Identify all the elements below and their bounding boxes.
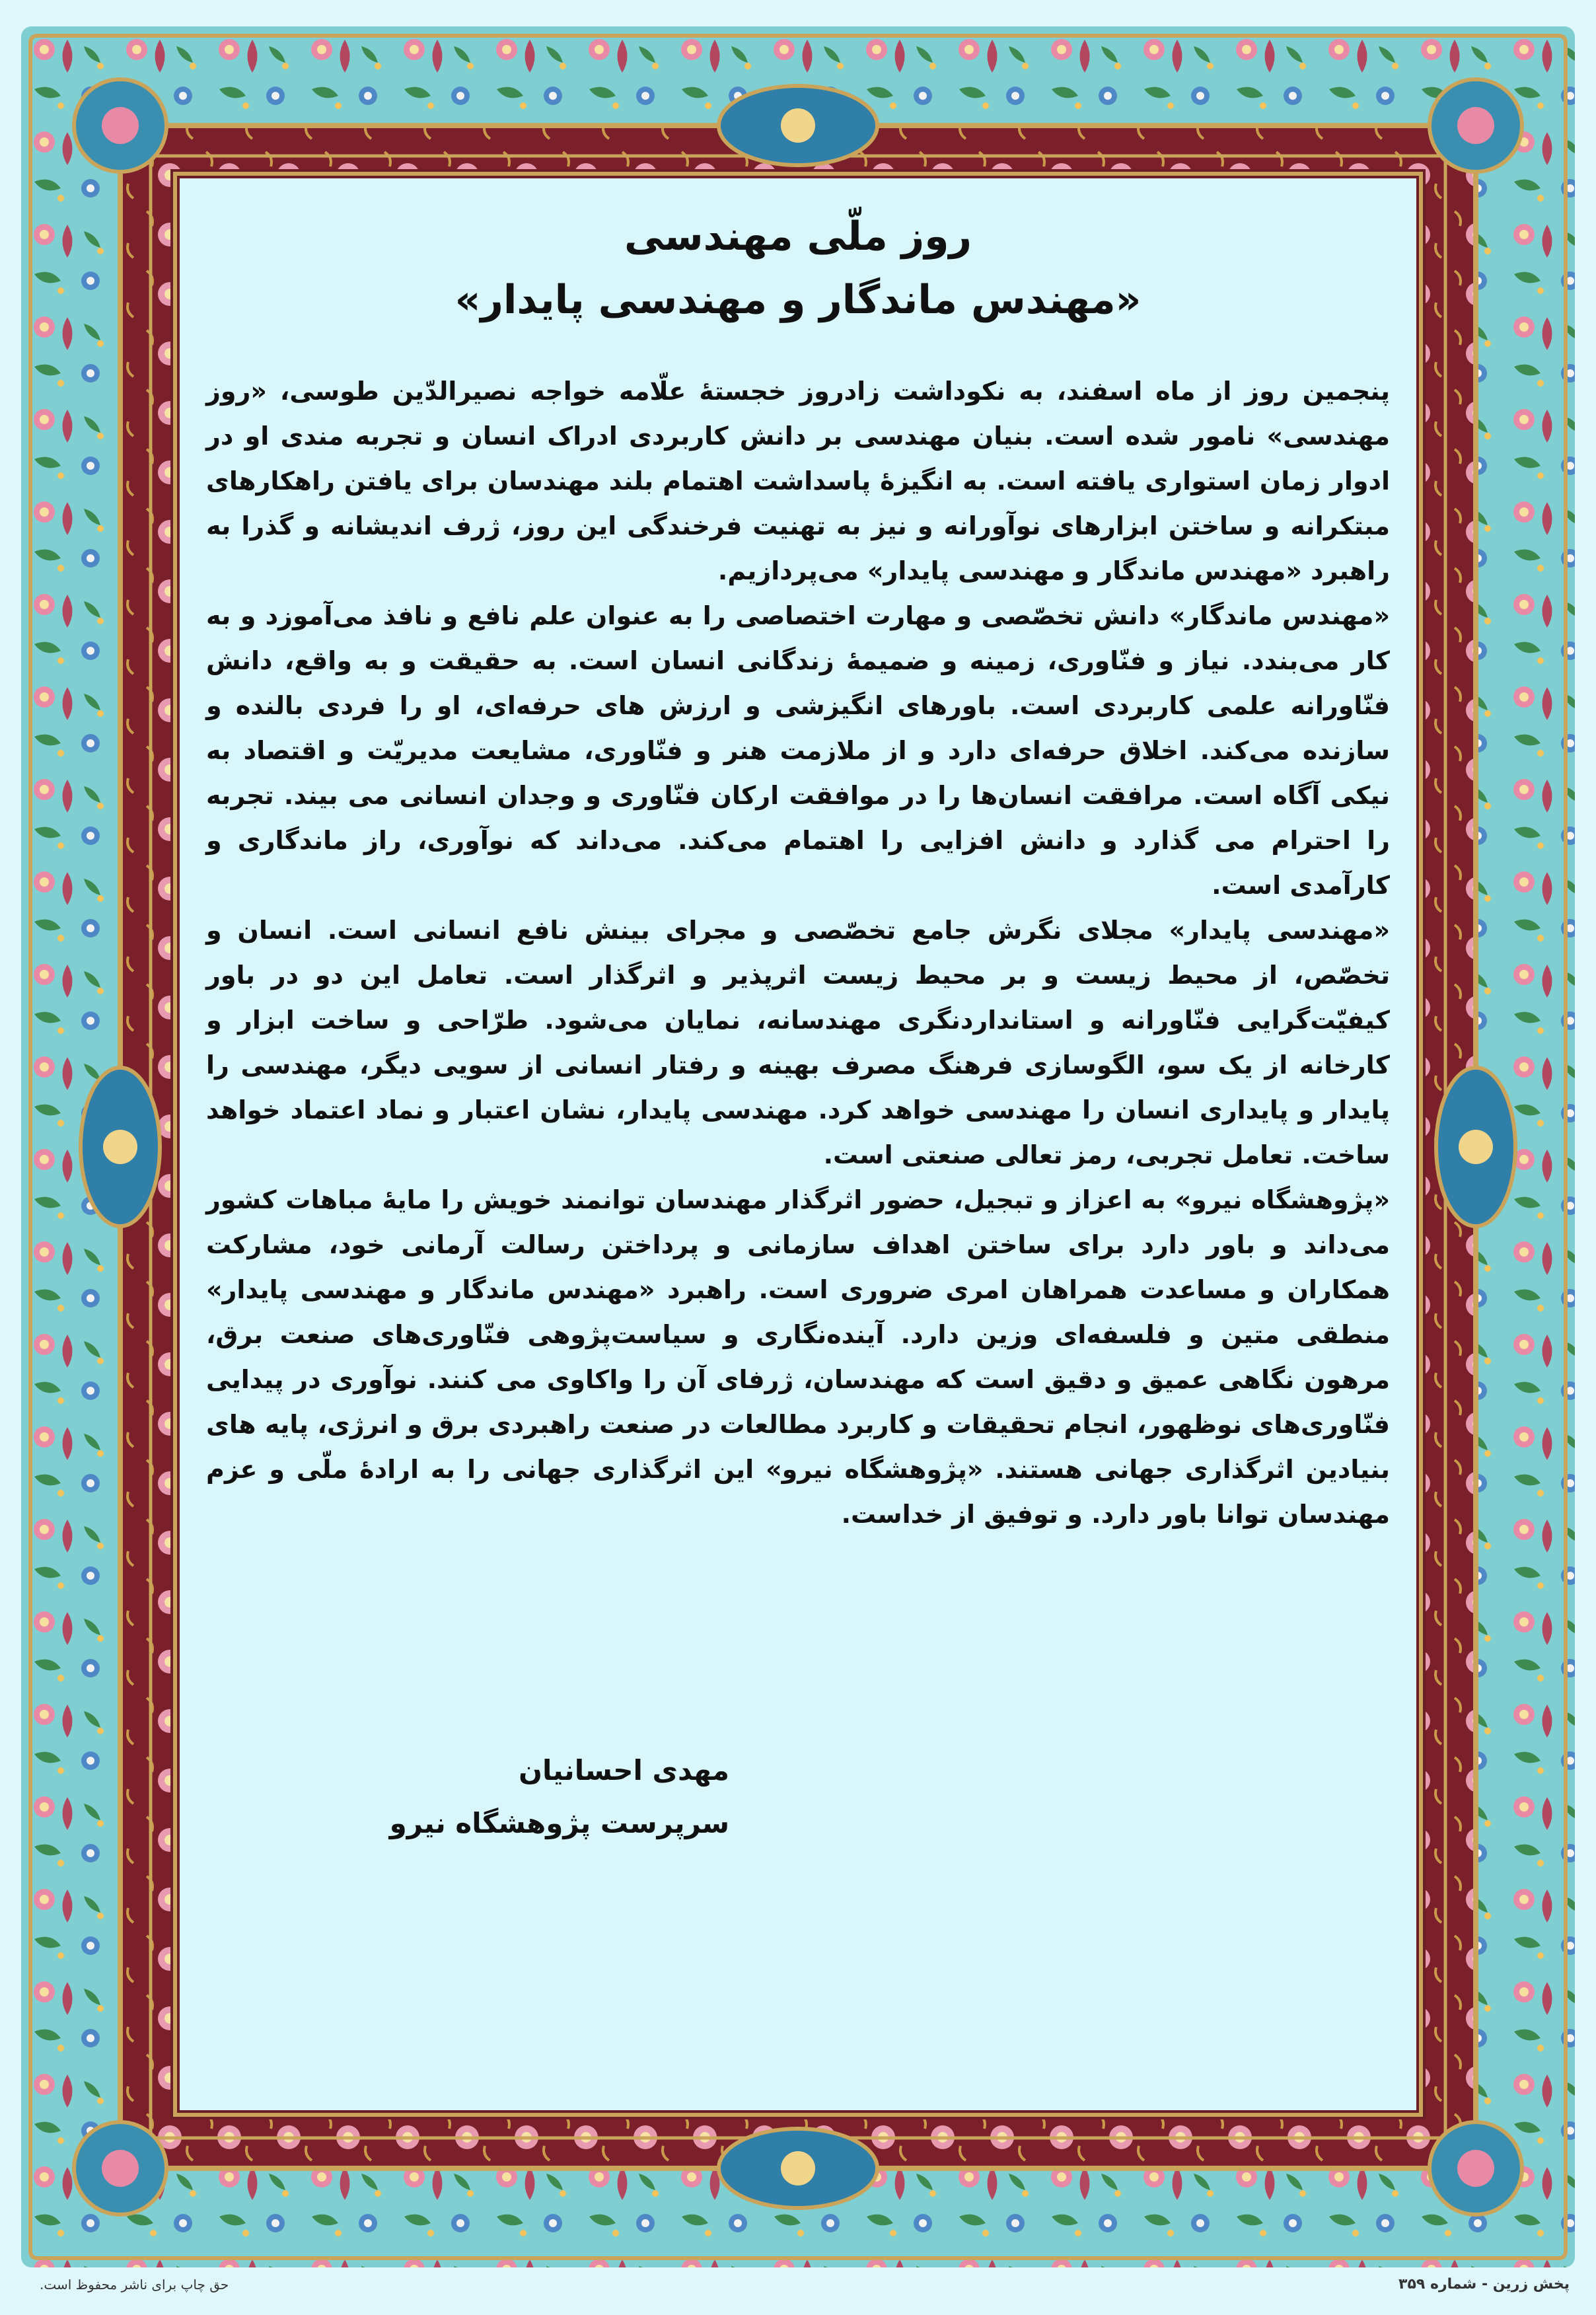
- page-title: روز ملّی مهندسی: [624, 213, 972, 260]
- paragraph-intro: پنجمین روز از ماه اسفند، به نکوداشت زادروز خجستهٔ علّامه خواجه نصیرالدّین طوسی، «روز مهندسی» نامور شده است. بنیان مهندسی بر دانش کاربردی ادراک انسان و تجربه مندی او در ادوار زمان استواری یافته است. به انگیزهٔ پاسداشت اهتمام بلند مهندسان برای یافتن راهکارهای مبتکرانه و ساختن ابزارهای نوآورانه و نیز به تهنیت فرخندگی این روز، ژرف اندیشانه و گذرا به راهبرد «مهندس ماندگار و مهندسی پایدار» می‌پردازیم.: [206, 377, 1390, 585]
- signature-name: مهدی احسانیان: [519, 1754, 729, 1786]
- page-subtitle: «مهندس ماندگار و مهندسی پایدار»: [454, 277, 1142, 323]
- paragraph-lasting-engineer: «مهندس ماندگار» دانش تخصّصی و مهارت اختصاصی را به عنوان علم نافع و نافذ می‌آموزد و به کار می‌بندد. نیاز و فنّاوری، زمینه و ضمیمهٔ زندگانی انسان است. به حقیقت و به واقع، دانش فنّاورانه علمی کاربردی است. باورهای انگیزشی و ارزش های حرفه‌ای، او را فردی بالنده و سازنده می‌کند. اخلاق حرفه‌ای دارد و از ملازمت هنر و فنّاوری، مشایعت مدیریّت و اقتصاد به نیکی آگاه است. مرافقت انسان‌ها را در موافقت ارکان فنّاوری و وجدان انسانی می بیند. تجربه را احترام می گذارد و دانش افزایی را اهتمام می‌کند. می‌داند که نوآوری، راز ماندگاری و کارآمدی است.: [206, 601, 1390, 900]
- title-block: [206, 205, 1390, 332]
- signature-role: سرپرست پژوهشگاه نیرو: [389, 1807, 729, 1839]
- letter-content: [206, 198, 1390, 1916]
- copyright-note: حق چاپ برای ناشر محفوظ است.: [40, 2277, 229, 2293]
- signature-block: [390, 1744, 729, 1850]
- paragraph-sustainable-engineering: «مهندسی پایدار» مجلای نگرش جامع تخصّصی و مجرای بینش نافع انسانی است. انسان و تخصّص، از محیط زیست و بر محیط زیست اثرپذیر و اثرگذار است. تعامل این دو در باور کیفیّت‌گرایی فنّاورانه و استانداردنگری مهندسانه، نمایان می‌شود. طرّاحی و ساخت ابزار و کارخانه از یک سو، الگوسازی فرهنگ مصرف بهینه و رفتار انسانی از سویی دیگر، مهندسی را پایدار و پایداری انسان را مهندسی خواهد کرد. مهندسی پایدار، نشان اعتبار و نماد اعتماد خواهد ساخت. تعامل تجربی، رمز تعالی صنعتی است.: [206, 916, 1390, 1169]
- paragraph-niroo-institute: «پژوهشگاه نیرو» به اعزاز و تبجیل، حضور اثرگذار مهندسان توانمند خویش را مایهٔ مباهات کشور می‌داند و باور دارد برای ساختن اهداف سازمانی و پرداختن رسالت آرمانی خود، مشارکت همکاران و مساعدت همراهان امری ضروری است. راهبرد «مهندس ماندگار و مهندسی پایدار» منطقی متین و فلسفه‌ای وزین دارد. آینده‌نگاری و سیاست‌پژوهی فنّاوری‌های صنعت برق، مرهون نگاهی عمیق و دقیق است که مهندسان، ژرفای آن را واکاوی می کنند. نوآوری در پیدایی فنّاوری‌های نوظهور، انجام تحقیقات و کاربرد مطالعات در صنعت راهبردی برق و انرژی، پایه های بنیادین اثرگذاری جهانی هستند. «پژوهشگاه نیرو» این اثرگذاری جهانی را به ارادهٔ ملّی و عزم مهندسان توانا باور دارد. و توفیق از خداست.: [206, 1185, 1390, 1529]
- distributor-note: پخش زرین - شماره ۳۵۹: [1398, 2276, 1570, 2293]
